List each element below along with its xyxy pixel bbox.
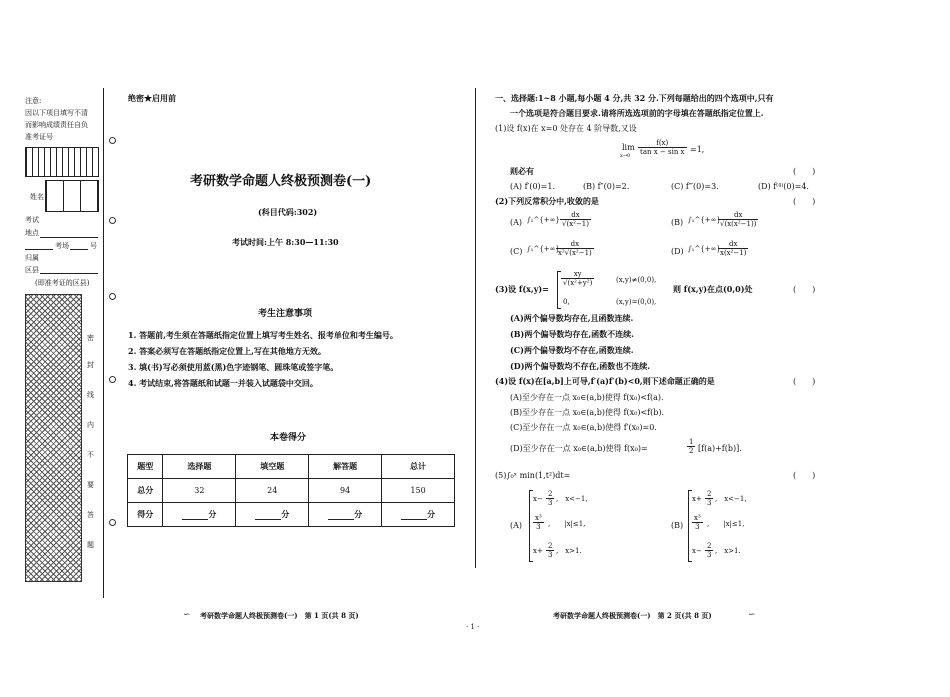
integrand-num: dx	[718, 211, 758, 220]
binding-hole-4	[109, 376, 116, 383]
footer-right: 考研数学命题人终极预测卷(一) 第 2 页(共 8 页)	[553, 611, 712, 620]
frac-den: 3	[707, 551, 712, 559]
seal-char: 密	[87, 334, 94, 342]
question-5-stem: (5)∫₀ˣ min(1,t²)dt=	[495, 471, 571, 480]
section-intro: 一、选择题:1~8 小题,每小题 4 分,共 32 分.下列每题给出的四个选项中,只有	[495, 93, 774, 103]
score-unit: 分	[354, 509, 363, 519]
q3-option-b[interactable]: (B)两个偏导数均存在,函数不连续.	[510, 329, 634, 339]
piecewise-cond-1: (x,y)≠(0,0),	[616, 276, 657, 284]
limit-numerator: f(x)	[638, 139, 687, 148]
room-label: 考场	[55, 242, 69, 250]
integrand-num: dx	[556, 240, 594, 249]
table-cell: 32	[163, 479, 236, 503]
q5-option-a[interactable]: (A)	[510, 521, 523, 530]
q4-option-d[interactable]: (D)至少存在一点 x₀∈(a,b)使得 f(x₀)=	[510, 444, 648, 453]
notice-item: 1. 答题前,考生须在答题纸指定位置上填写考生姓名、报考单位和考生编号。	[128, 330, 398, 340]
binding-hole-3	[109, 293, 116, 300]
limit-symbol: lim	[622, 143, 635, 152]
score-heading: 本卷得分	[270, 433, 307, 443]
hatched-seal-area	[25, 294, 82, 582]
footer-left: 考研数学命题人终极预测卷(一) 第 1 页(共 8 页)	[200, 611, 359, 620]
frac-den: 3	[707, 499, 712, 507]
integral-sign: ∫₁^{+∞}	[688, 245, 721, 253]
notice-line-1: 因以下项目填写不清	[25, 109, 88, 117]
site-line-label: 地点	[25, 229, 39, 237]
case-fraction	[692, 514, 703, 531]
q4-option-a[interactable]: (A)至少存在一点 x₀∈(a,b)使得 f(x₀)<f(a).	[510, 393, 664, 402]
binding-hole-5	[109, 519, 116, 526]
integral-sign: ∫₁^{+∞}	[527, 245, 560, 253]
notice-line-3: 准考证号	[25, 133, 53, 141]
page-title: 考研数学命题人终极预测卷(一)	[190, 174, 372, 189]
limit-denominator: tan x − sin x	[640, 148, 685, 156]
table-cell: 得分	[128, 503, 163, 527]
notice-line-2: 而影响成绩责任自负	[25, 121, 88, 129]
piecewise-cond-2: (x,y)=(0,0),	[616, 298, 657, 306]
question-2-stem: (2)下列反常积分中,收敛的是	[495, 196, 599, 206]
answer-bracket[interactable]: ( )	[793, 471, 816, 480]
case-fraction	[546, 490, 554, 507]
q3-option-c[interactable]: (C)两个偏导数均不存在,函数连续.	[510, 345, 634, 355]
binding-hole-2	[109, 217, 116, 224]
q2-option-d[interactable]: (D)	[671, 247, 684, 256]
q1-option-c[interactable]: (C) f‴(0)=3.	[671, 182, 719, 191]
q4-option-d-tail: [f(a)+f(b)].	[698, 444, 742, 453]
q1-option-a[interactable]: (A) f′(0)=1.	[510, 182, 556, 191]
name-label: 姓名	[30, 193, 44, 201]
table-row	[128, 479, 455, 503]
score-unit: 分	[427, 509, 436, 519]
limit-subscript: x→0	[620, 153, 631, 159]
frac-num: 2	[707, 542, 712, 550]
integrand	[556, 240, 594, 257]
score-entry[interactable]	[382, 503, 455, 527]
half-fraction	[687, 438, 695, 455]
table-header: 总计	[382, 455, 455, 479]
score-entry[interactable]	[309, 503, 382, 527]
exam-time: 考试时间:上午 8:30—11:30	[232, 237, 339, 247]
table-header: 题型	[128, 455, 163, 479]
belong-label: 归属	[25, 254, 39, 262]
answer-bracket[interactable]: ( )	[793, 285, 816, 294]
case-text: x−	[533, 495, 543, 503]
case-text: x−	[692, 547, 702, 555]
q2-option-c[interactable]: (C)	[510, 247, 523, 256]
table-header: 解答题	[309, 455, 382, 479]
case-cond: , x<−1,	[556, 495, 588, 503]
piecewise-den: √(x²+y²)	[563, 279, 593, 287]
question-3-stem: (3)设 f(x,y)=	[495, 284, 549, 294]
q3-option-a[interactable]: (A)两个偏导数均存在,且函数连续.	[510, 313, 634, 323]
notice-item: 2. 答案必须写在答题纸指定位置上,写在其他地方无效。	[128, 346, 326, 356]
case-fraction	[705, 542, 713, 559]
q2-option-a[interactable]: (A)	[510, 218, 523, 227]
q3-option-d[interactable]: (D)两个偏导数均不存在,函数也不连续.	[510, 361, 651, 371]
table-header: 选择题	[163, 455, 236, 479]
case-cond: , x>1.	[556, 547, 582, 555]
exam-site-label: 考试	[25, 216, 39, 224]
flourish-icon: ∽	[748, 610, 756, 620]
seal-char: 答	[87, 511, 94, 519]
case-text: x+	[533, 547, 543, 555]
limit-result: =1,	[690, 145, 705, 154]
frac-den: 3	[548, 499, 553, 507]
table-row	[128, 455, 455, 479]
case-text: x+	[692, 495, 702, 503]
frac-num: 1	[689, 438, 694, 446]
seal-char: 内	[87, 421, 94, 429]
frac-num: 2	[548, 542, 553, 550]
answer-bracket[interactable]: ( )	[793, 197, 816, 206]
integral-sign: ∫₁^{+∞}	[688, 216, 721, 224]
case-fraction	[705, 490, 713, 507]
table-row	[128, 503, 455, 527]
candidate-number-grid[interactable]	[25, 147, 99, 177]
district-note: (即准考证的区县)	[35, 279, 90, 287]
seal-char: 封	[87, 361, 94, 369]
piecewise-num: xy	[561, 270, 594, 279]
case-cond: , |x|≤1,	[707, 520, 745, 528]
table-cell: 24	[236, 479, 309, 503]
integrand-den: x(x²−1)	[720, 249, 747, 257]
q1-option-b[interactable]: (B) f″(0)=2.	[583, 182, 630, 191]
notice-item: 4. 考试结束,将答题纸和试题一并装入试题袋中交回。	[128, 378, 318, 388]
frac-den: 3	[536, 523, 541, 531]
frac-num: 2	[707, 490, 712, 498]
frac-num: 2	[548, 490, 553, 498]
integrand	[718, 240, 748, 257]
answer-bracket[interactable]: ( )	[793, 377, 816, 386]
flourish-icon: ∽	[183, 610, 191, 620]
frac-num: x³	[694, 514, 701, 522]
question-3-tail: 则 f(x,y)在点(0,0)处	[673, 284, 753, 294]
q1-option-d[interactable]: (D) f⁽⁴⁾(0)=4.	[758, 182, 809, 191]
case-fraction	[546, 542, 554, 559]
q5-option-b[interactable]: (B)	[671, 521, 684, 530]
integrand-den: √(x(x²−1))	[720, 220, 757, 228]
case-cond: , x<−1,	[715, 495, 747, 503]
seal-char: 题	[87, 541, 94, 549]
district-label: 区县	[25, 266, 39, 274]
question-4-stem: (4)设 f(x)在[a,b]上可导,f′(a)f′(b)<0,则下述命题正确的是	[495, 376, 715, 386]
seal-char: 不	[87, 451, 94, 459]
question-1-stem: (1)设 f(x)在 x=0 处存在 4 阶导数,又设	[495, 124, 637, 133]
answer-bracket[interactable]: ( )	[793, 167, 816, 176]
score-entry[interactable]	[163, 503, 236, 527]
table-header: 填空题	[236, 455, 309, 479]
piecewise-fraction	[561, 270, 594, 287]
subject-code: (科目代码:302)	[258, 207, 318, 217]
q4-option-c[interactable]: (C)至少存在一点 x₀∈(a,b)使得 f′(x₀)=0.	[510, 423, 657, 432]
frac-den: 3	[548, 551, 553, 559]
score-table	[127, 454, 455, 527]
frac-num: x³	[535, 514, 542, 522]
integrand-num: dx	[560, 211, 591, 220]
notice-title: 注意:	[25, 97, 42, 105]
frac-den: 3	[695, 523, 700, 531]
seat-label: 号	[90, 242, 97, 250]
seal-char: 线	[87, 391, 94, 399]
q4-option-b[interactable]: (B)至少存在一点 x₀∈(a,b)使得 f(x₀)<f(b).	[510, 408, 665, 417]
question-1-then: 则必有	[510, 166, 534, 176]
integrand	[560, 211, 591, 228]
seal-char: 要	[87, 481, 94, 489]
integrand-den: x²√(x²−1)	[558, 249, 592, 257]
table-cell: 94	[309, 479, 382, 503]
name-boxes[interactable]	[45, 180, 99, 212]
score-unit: 分	[281, 509, 290, 519]
integrand	[718, 211, 758, 228]
case-cond: , x>1.	[715, 547, 741, 555]
frac-den: 2	[689, 447, 694, 455]
score-unit: 分	[208, 509, 217, 519]
table-cell: 总分	[128, 479, 163, 503]
binding-hole-1	[109, 137, 116, 144]
table-cell: 150	[382, 479, 455, 503]
integrand-num: dx	[718, 240, 748, 249]
piecewise-case-2: 0,	[563, 298, 570, 306]
case-cond: , |x|≤1,	[548, 520, 586, 528]
integrand-den: √(x²−1)	[562, 220, 589, 228]
notice-item: 3. 填(书)写必须使用蓝(黑)色字迹钢笔、圆珠笔或签字笔。	[128, 362, 339, 372]
score-entry[interactable]	[236, 503, 309, 527]
page-number: · 1 ·	[466, 623, 480, 631]
limit-fraction	[638, 139, 687, 156]
integral-sign: ∫₁^{+∞}	[527, 216, 560, 224]
section-intro: 一个选项是符合题目要求.请将所选选项前的字母填在答题纸指定位置上.	[510, 108, 764, 118]
case-fraction	[533, 514, 544, 531]
confidential-mark: 绝密★启用前	[128, 93, 176, 103]
q2-option-b[interactable]: (B)	[671, 218, 684, 227]
notice-heading: 考生注意事项	[258, 309, 313, 319]
